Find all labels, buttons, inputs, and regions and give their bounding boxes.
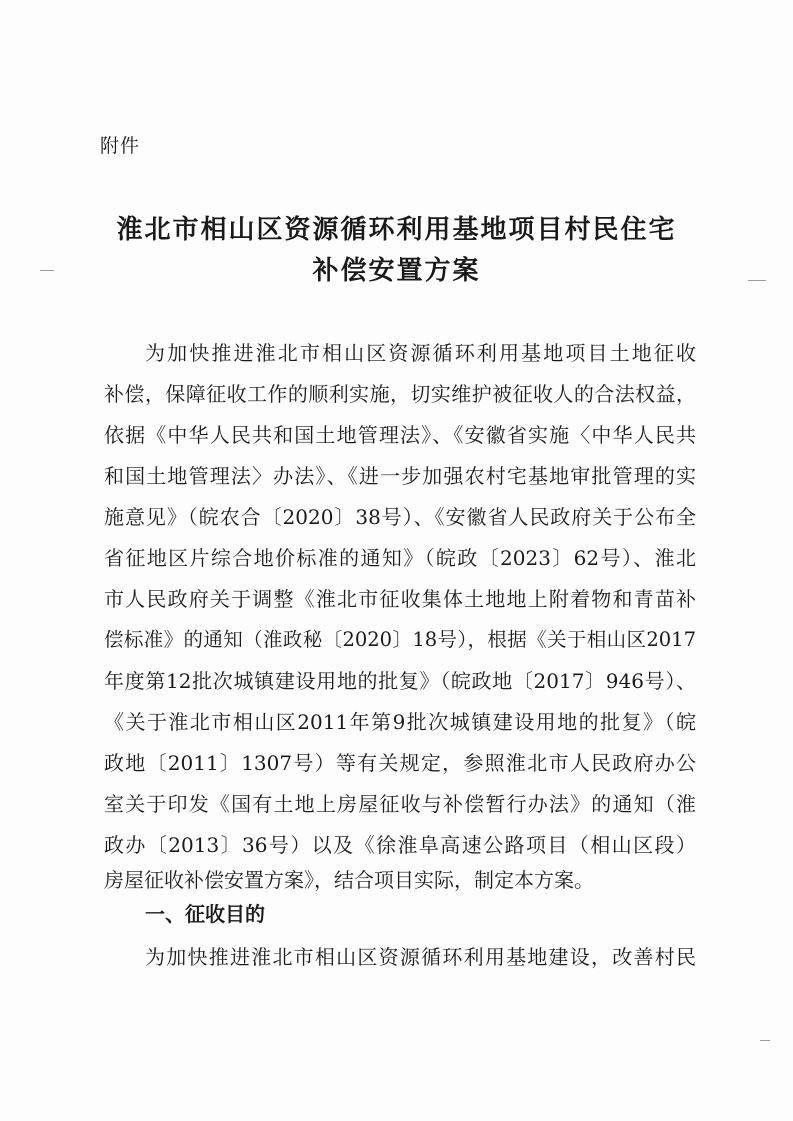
- scan-mark: [40, 270, 54, 271]
- paragraph-line: 《关于淮北市相山区2011年第9批次城镇建设用地的批复》（皖: [104, 710, 696, 734]
- paragraph-line: 偿标准》的通知（淮政秘〔2020〕18号），根据《关于相山区2017: [104, 628, 696, 651]
- paragraph-line: 市人民政府关于调整《淮北市征收集体土地地上附着物和青苗补: [104, 587, 696, 611]
- document-title-line-2: 补偿安置方案: [312, 256, 481, 286]
- attachment-label: 附件: [100, 135, 141, 157]
- scan-mark: [760, 1040, 770, 1041]
- section-heading: 一、征收目的: [145, 902, 265, 926]
- paragraph-line: 施意见》（皖农合〔2020〕38号）、《安徽省人民政府关于公布全: [104, 505, 696, 529]
- document-title-line-1: 淮北市相山区资源循环利用基地项目村民住宅: [116, 215, 677, 245]
- paragraph-line: 室关于印发《国有土地上房屋征收与补偿暂行办法》的通知（淮: [104, 792, 696, 816]
- paragraph-line: 政地〔2011〕1307号）等有关规定，参照淮北市人民政府办公: [104, 751, 696, 775]
- paragraph-line: 省征地区片综合地价标准的通知》（皖政〔2023〕62号）、淮北: [104, 546, 696, 570]
- section-paragraph-line: 为加快推进淮北市相山区资源循环利用基地建设，改善村民: [145, 945, 696, 969]
- paragraph-line: 房屋征收补偿安置方案》，结合项目实际，制定本方案。: [104, 868, 594, 892]
- scan-mark: [748, 280, 766, 281]
- paragraph-line: 年度第12批次城镇建设用地的批复》（皖政地〔2017〕946号）、: [104, 669, 696, 693]
- paragraph-line: 和国土地管理法〉办法》、《进一步加强农村宅基地审批管理的实: [104, 464, 696, 488]
- paragraph-line: 为加快推进淮北市相山区资源循环利用基地项目土地征收: [145, 341, 696, 365]
- paragraph-line: 依据《中华人民共和国土地管理法》、《安徽省实施〈中华人民共: [104, 423, 696, 447]
- paragraph-line: 政办〔2013〕36号）以及《徐淮阜高速公路项目（相山区段）: [104, 833, 696, 857]
- paragraph-line: 补偿，保障征收工作的顺利实施，切实维护被征收人的合法权益，: [104, 382, 696, 406]
